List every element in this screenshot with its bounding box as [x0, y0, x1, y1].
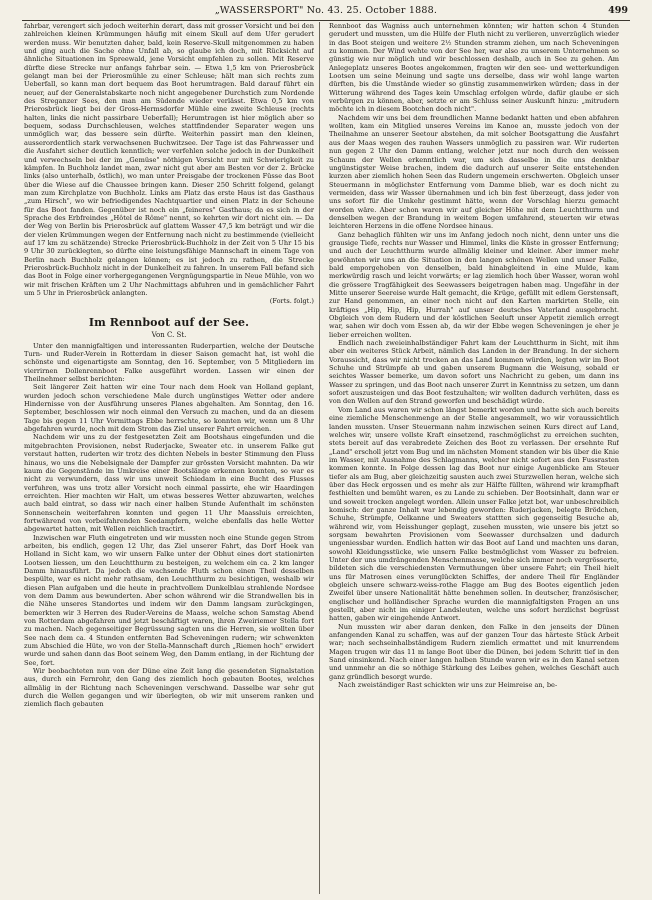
- left-column: [24, 22, 314, 896]
- article-paragraph: Seit längerer Zeit hatten wir eine Tour nach dem Hoek van Holland geplant, wurden jedoch schon verschiedene Male durch ungünstiges Wetter oder andere Hindernisse von der Ausführung unseres Planes abgehalten. Am Sonntag, den 16. September, beschlossen wir noch einmal den Versuch zu machen, und da an diesem Tage bis gegen 11 Uhr Vormittags Ebbe herrschte, so konnten wir, wenn um 8 Uhr abgefahren wurde, noch mit dem Strom das Ziel unserer Fahrt erreichen.: [24, 383, 314, 434]
- article-paragraph: Vom Land aus waren wir schon längst bemerkt worden und hatte sich auch bereits eine ziemliche Menschenmenge an der Stelle angesammelt, wo wir voraussichtlich landen mussten. Unser Steuermann nahm inzwischen seinen Kurs direct auf Land, welches wir, unsere vollste Kraft einsetzend, raschmöglichst zu erreichen suchten, stets bereit auf das verabredete Zeichen des Boot zu verlassen. Der ersehnte Ruf „Land" erscholl jetzt vom Bug und im nächsten Moment standen wir bis über die Knie im Wasser, mit Ausnahme des Schlagmanns, welcher nicht sofort aus den Fussrasten kommen konnte. In Folge dessen lag das Boot nur einige Augenblicke am Steuer tiefer als am Bug, aber gleichzeitig sausten auch zwei Sturzwellen heran, welche sich über das Heck ergossen und es mehr als zur Hälfte füllten, während wir krampfhaft festhielten und bemüht waren, es zu Lande zu schieben. Der Bootsinhalt, dann war er und soweit trocken angelegt worden. Allein unser Falke jetzt bot, war unbeschreiblich komisch: der ganze Inhalt war lebendig geworden: Ruderjacken, belegte Brödchen, Schuhe, Strümpfe, Oelkanne und Sweaters stattten sich gegenseitig Besuche ab, während wir, vom Heisshunger geplagt, zusehen mussten, wie unsere bis jetzt so sorgsam bewahrten Provisionen vom Seewasser durchsalzen und dadurch ungeniessbar wurden. Endlich hatten wir das Boot auf Land und machten uns daran, sowohl Kleidungsstücke, wie unsern Falke bestmöglichst vom Wasser zu befreien. Unter der uns umdrängenden Menschenmasse, welche sich immer noch vergrösserte, bildeten sich die verschiedensten Vermuthungen über unsere Fahrt; ein Theil hielt uns für Matrosen eines verunglückten Schiffes, der andere Theil für Engländer obgleich unsere schwarz-weiss-rothe Flagge am Bug des Bootes eigentlich jeden Zweifel über unsere Nationalität hätte benehmen sollen. In deutscher, französischer, englischer und holländischer Sprache wurden die mannigfaltigsten Fragen an uns gestellt, aber nicht im einiger Landsleuten, welche uns sofort herzlichst begrüsst hatten, gaben wir eingehende Antwort.: [329, 405, 619, 623]
- intro-paragraph: fahrbar, verengert sich jedoch weiterhin derart, dass mit grosser Vorsicht und bei den zahlreichen kleinen Krümmungen häufig mit einem Skull auf dem Ufer gerudert werden muss. Wir benutzten daher, bald, kein Reserve-Skull mitgenommen zu haben und ging auch die Sache ohne Unfall ab, so glaube ich doch, mit Rücksicht auf ähnliche Situationen im Spreewald, jene Vorsicht empfehlen zu sollen. Mit Reserve dürfte diese Strecke nur anfangs fahrbar sein. — Etwa 1,5 km von Prierosbrück gelangt man bei der Prierosmühle zu einer Schleuse; hält man sich rechts zum Ueberfall, so kann man dort bequem das Boot herumtragen. Bald darauf führt ein neuer, auf der Generalstabskarte noch nicht angegebener Durchstich zum Nordende des Streganzer Sees, den man am Südende wieder verlässt. Etwa 0,5 km von Prierosbrück liegt bei der Gross-Hermsdorfer Mühle eine zweite Schleuse (rechts halten, links die nicht passirbare Ueberfall); Herumtragen ist hier möglich aber so bequem, sodass Durchschleusen, welches stattfindender Separater wegen uns unmöglich war, das bessere sein dürfte. Weiterhin passirt man den kleinen, ausserordentlich stark verwachsenen Buchwitzsee. Der Tage ist das Fahrwasser und die Ausfahrt sicher deutlich kenntlich; wer verfehlen solche jedoch in der Dunkelheit und verwechseln bei der im „Gemüse" nöthigen Vorsicht nur mit Schwierigkeit zu kämpfen. In Buchholz landet man, zwar nicht gut aber am Besten vor der 2. Brücke links (also unterhalb, östlich), wo man unter Preisgabe der trockenen Füsse das Boot über die Wiese auf die Chaussee bringen kann. Dieser 250 Schritt folgend, gelangt man zum Kirchplatze von Buchholz. Links am Platz das erste Haus ist das Gasthaus „zum Hirsch", wo wir befriedigendes Nachtquartier und einen Platz in der Scheune für das Boot fanden. Gegenüber ist noch ein „feineres" Gasthaus; da es sich in der Sprache des Erbfreindes „Hôtel de Rôme" nennt, so kehrten wir dort nicht ein. — Da der Weg von Berlin bis Prierosbrück auf glattem Wasser 47,5 km beträgt und wir die der vielen Krümmungen wegen der Entfernung nach nicht zu bestimmende (vielleicht auf 17 km zu schätzende) Strecke Prierosbrück-Buchholz in der Zeit von 5 Uhr 15 bis 9 Uhr 30 zurücklegten, so dürfte eine leistungsfähige Mannschaft in einem Tage von Berlin nach Buchholz gelangen können; es ist jedoch zu rathen, die Strecke Prierosbrück-Buchholz nicht in der Dunkelheit zu fahren. In unserem Fall befand sich das Boot in Folge einer vorhergegangenen Vergnügungspartie in Neue Mühle, von wo wir mit frischen Kräften um 2 Uhr Nachmittags abfuhren und in gemächlicher Fahrt um 5 Uhr in Prierosbrück anlangten.: [24, 22, 314, 297]
- article-byline: Von C. St.: [151, 330, 187, 339]
- article-paragraph: Nachdem wir uns bei dem freundlichen Manne bedankt hatten und eben abfahren wollten, kam ein Mitglied unseres Vereins im Kanoe an, musste jedoch von der Theilnahme an unserer Seetour abstehen, da mit solcher Bootsgattung die Ausfahrt aus der Maas wegen des rauhen Wassers unmöglich zu passiren war. Wir ruderten nun gegen 2 Uhr den Damm entlang, welcher jetzt nur noch durch den weissen Schaum der Wellen erkenntlich war, um sich dasselbe in die uns denkbar ungünstigster Weise brachen, indem die dadurch auf unserer Seite entstehenden kurzen aber ziemlich hohen Seen das Rudern ungemein erschwerten. Obgleich unser Steuermann in möglichster Entfernung vom Damme blieb, war es doch nicht zu vermeiden, dass wir Wasser übernahmen und ich bin fest überzeugt, dass jeder von uns sofort für die Umkehr gestimmt hätte, wenn der Vorschlag hierzu gemacht worden wäre. Aber schon waren wir auf gleicher Höhe mit dem Leuchtthurm und denselben wegen der Brandung in weitem Bogen umfahrend, steuerten wir etwas leichteren Herzens in die offene Nordsee hinaus.: [329, 113, 619, 231]
- article-paragraph: Unter den mannigfaltigen und interessanten Ruderpartien, welche der Deutsche Turn- und Ruder-Verein in Rotterdam in dieser Saison gemacht hat, ist wohl die schönste und eigenartigste am Sonntag, den 16. September, von 5 Mitgliedern im vierrirnen Dollenrennboot Falke ausgeführt worden. Lassen wir einen der Theilnehmer selbst berichten:: [24, 341, 314, 384]
- article-title: Im Rennboot auf der See.: [88, 315, 250, 329]
- article-paragraph: Rennboot das Wagniss auch unternehmen könnten; wir hatten schon 4 Stunden gerudert und mussten, um die Hülfe der Fluth nicht zu verlieren, unverzüglich wieder in das Boot steigen und weitere 2½ Stunden stramm ziehen, um nach Scheveningen zu kommen. Der Wind wehte von der See her, war also zu unserem Unternehmen so günstig wie nur möglich und wir beschlossen deshalb, auch in See zu gehen. Am Anlegeplatz unseres Bootes angekommen, fragten wir den see- und wetterkundigen Lootsen um seine Meinung und sagte uns derselbe, dass wir wohl lange warten dürften, bis die Umstände wieder so günstig zusammenwirken würden; dass in der Witterung während des Tages kein Umschlag erfolgen würde, dafür glaube er sich verbürgen zu können, aber, setzte er am Schluss seiner Auskunft hinzu: „mitrudern möchte ich in diesem Bootchen doch nicht".: [329, 22, 619, 114]
- article-paragraph: Nach zweiständiger Rast schickten wir uns zur Heimreise an, be-: [338, 681, 558, 690]
- article-paragraph: Ganz behaglich fühlten wir uns im Anfang jedoch noch nicht, denn unter uns die grausige Tiefe, rechts nur Wasser und Himmel, links die Küste in grosser Entfernung; und auch der Leuchtthurm wurde allmälig kleiner und kleiner. Aber immer mehr gewöhnten wir uns an die Situation in den langen schönen Wellen und unser Falke, bald emporgehoben von denselben, bald hinabgleitend in eine Mulde, kam merkwürdig rasch und leicht vorwärts; er lag ziemlich hoch über Wasser, woran wohl die grössere Tragfähigkeit des Seewassers beigetragen haben mag. Ungefähr in der Mitte unserer Seereise wurde Halt gemacht, die Krüge, gefüllt mit edlem Gerstensaft, zur Hand genommen, an einer noch nicht auf den Karten markirten Stelle, ein kräftiges „Hip, Hip, Hip, Hurrah" auf unser deutsches Vaterland ausgebracht. Obgleich von dem Rudern und der köstlichen Seeluft unser Appetit ziemlich erregt war, sahen wir doch vom Essen ab, da wir der Ebbe wegen Scheveningen je eher je lieber erreichen wollten.: [329, 230, 619, 339]
- header-rule: [22, 20, 630, 21]
- article-paragraph: Nachdem wir uns zu der festgesetzten Zeit am Bootshaus eingefunden und die mitgebrachten Provisionen, nebst Ruderjacke, Sweater etc. in unserem Falke gut verstaut hatten, ruderten wir trotz des dichten Nebels in bester Stimmung den Fluss hinaus, wo uns die Nebelsignale der Dampfer zur grössten Vorsicht mahnten. Da wir kaum die Gegenstände im Umkreise einer Bootslänge erkennen konnten, so war es nicht zu verwundern, dass wir uns unweit Schiedam in eine Bucht des Flusses verfuhren, was uns trotz aller Vorsicht noch einmal passirte, ehe wir Haardingen erreichten. Hier machten wir Halt, um etwas besseres Wetter abzuwarten, welches auch bald eintrat, so dass wir nach einer halben Stunde Aufenthalt im schönsten Sonnenschein weiterfahren konnten und gegen 11 Uhr Maassluis erreichten, fortwährend von vorbeifahrenden Seedampfern, welche ebenfalls das helle Wetter abgewartet hatten, mit Wellen reichlich tractirt.: [24, 433, 314, 534]
- article-paragraph: Nun mussten wir aber daran denken, den Falke in den jenseits der Dünen anfangenden Kanal zu schaffen, was auf der ganzen Tour das härteste Stück Arbeit war; nach sechseinhalbständigem Rudern ziemlich ermattet und mit knurrendem Magen trugen wir das 11 m lange Boot über die Dünen, bei jedem Schritt tief in den Sand einsinkend. Nach einer langen halben Stunde waren wir es in den Kanal setzen und unnmehr an die so nöthige Stärkung des Leibes gehen, welches Geschäft auch ganz gründlich besorgt wurde.: [329, 622, 619, 681]
- page-number: 499: [608, 5, 628, 16]
- article-paragraph: Inzwischen war Fluth eingetreten und wir mussten noch eine Stunde gegen Strom arbeiten, bis endlich, gegen 12 Uhr, das Ziel unserer Fahrt, das Dorf Hoek van Holland in Sicht kam, wo wir unsern Falke unter der Obhut eines dort stationirten Lootsen liessen, um den Leuchtthurm zu besteigen, zu welchem ein ca. 2 km langer Damm hinausführt. Da jedoch die wachsende Fluth schon einen Theil desselben bespülte, war es nicht mehr rathsam, den Leuchtthurm zu besichtigen, weshalb wir diesen Plan aufgaben und die heute in prachtvollem Dunkelblau strahlende Nordsee von dem Damm aus bewunderten. Aber schon während wir die Strandwellen bis in die Nähe unseres Standortes und indem wir den Damm langsam zurückgingen, bemerkten wir 3 Herren des Ruder-Vereins de Maass, welche schon Samstag Abend von Rotterdam abgefahren und jetzt beschäftigt waren, ihren Zweiriemer Stella fort zu machen. Nach gegenseitiger Begrüssung sagten uns die Herren, sie wollten über See nach dem ca. 4 Stunden entfernten Bad Scheveningen rudern; wir schwenkten zum Abschied die Hüte, wo von der Stella-Mannschaft durch „Riemen hoch" erwidert wurde und sahen dann das Boot seinem Weg, den Damm entlang, in der Richtung der See, fort.: [24, 533, 314, 667]
- article-paragraph: Endlich nach zweieinhalbständiger Fahrt kam der Leuchtthurm in Sicht, mit ihm aber ein weiteres Stück Arbeit, nämlich das Landen in der Brandung. In der sichern Voraussicht, dass wir nicht trocken an das Land kommen würden, legten wir im Boot Schuhe und Strümpfe ab und gaben unserem Bugmann die Weisung, sobald er seichtes Wasser bemerke, um davon sofort uns Nachricht zu geben, um dann ins Wasser zu springen, und das Boot nach unserer Zurrt in Kenntniss zu setzen, um dann sofort auszusteigen und das Boot festzuhalten; wir wollten dadurch verhüten, dass es von den Wellen auf den Strand geworfen und beschädigt würde.: [329, 339, 619, 406]
- article-paragraph: Wir beobachteten nun von der Düne eine Zeit lang die gesendeten Signalstation aus, durch ein Fernrohr, den Gang des ziemlich hoch gebauten Bootes, welches allmälig in der Richtung nach Scheveningen verschwand. Dasselbe war sehr gut durch die Wellen gegangen und wir überlegten, ob wir mit unserem ranken und ziemlich flach gebauten: [24, 667, 314, 709]
- continuation-note: (Forts. folgt.): [269, 297, 314, 306]
- right-column: [329, 22, 619, 896]
- header-title: „WASSERSPORT" No. 43. 25. October 1888.: [214, 5, 438, 16]
- page-header: [24, 4, 628, 18]
- column-divider: [319, 22, 320, 894]
